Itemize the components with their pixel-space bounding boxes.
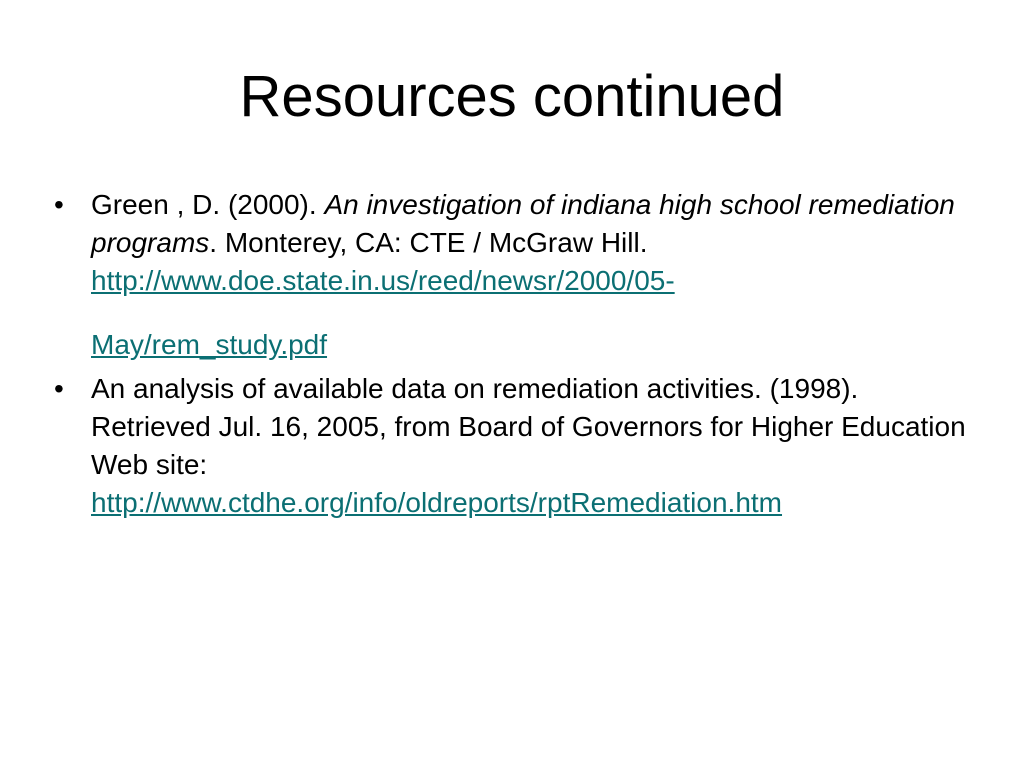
reference-list bbox=[50, 186, 980, 522]
reference-item-ctdhe bbox=[50, 370, 980, 522]
bullet-icon: • bbox=[54, 189, 64, 220]
reference-item-green bbox=[50, 186, 980, 364]
slide-title: Resources continued bbox=[239, 64, 785, 129]
reference-prefix: Green , D. (2000). bbox=[91, 189, 325, 220]
reference-link[interactable]: http://www.ctdhe.org/info/oldreports/rptRemediation.htm bbox=[91, 487, 783, 518]
reference-link-part-1[interactable]: http://www.doe.state.in.us/reed/newsr/2000/05- bbox=[91, 265, 675, 296]
reference-link-part-2[interactable]: May/rem_study.pdf bbox=[91, 329, 328, 360]
bullet-icon: • bbox=[54, 373, 64, 404]
reference-italic-title: An investigation of indiana high school remediation programs bbox=[91, 189, 955, 258]
reference-suffix: . Monterey, CA: CTE / McGraw Hill. bbox=[209, 227, 648, 258]
reference-text: An analysis of available data on remediation activities. (1998). Retrieved Jul. 16, 2005, from Board of Governors for Higher Education Web site: bbox=[91, 373, 966, 480]
